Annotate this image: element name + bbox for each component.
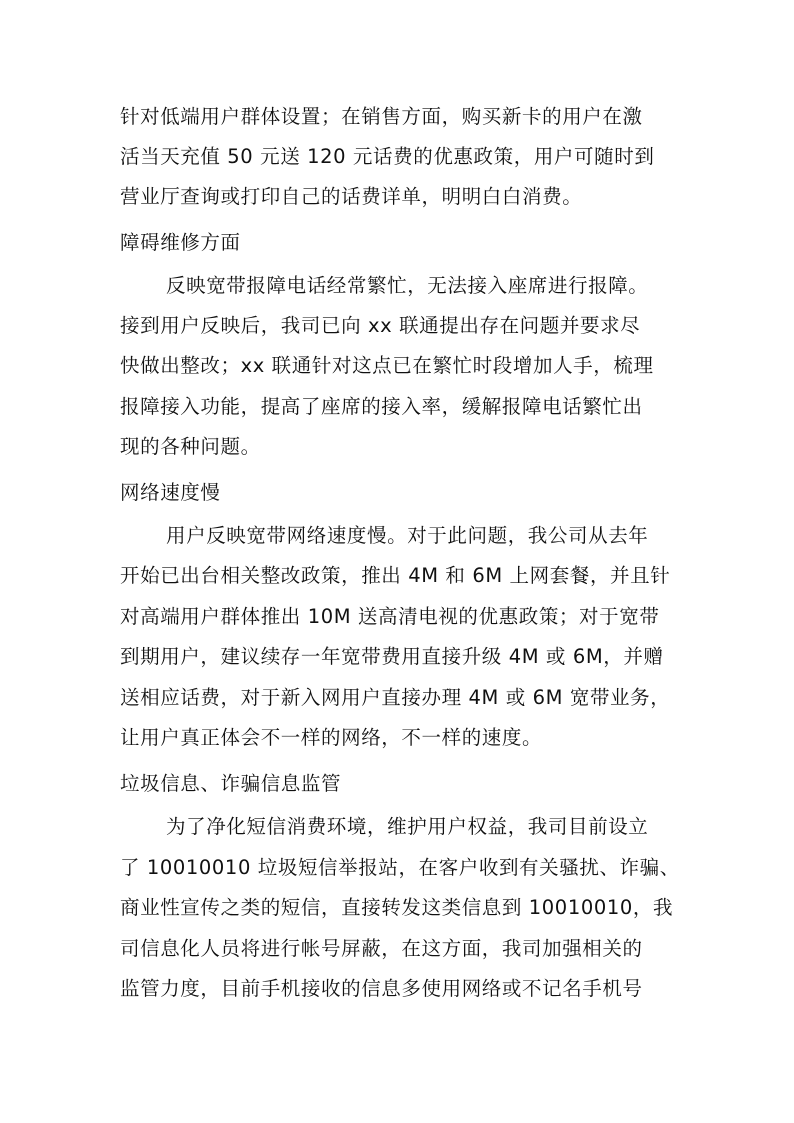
paragraph-line: 快做出整改；xx 联通针对这点已在繁忙时段增加人手，梳理 [120,354,654,377]
paragraph-line: 用户反映宽带网络速度慢。对于此问题，我公司从去年 [166,524,649,547]
paragraph-line: 活当天充值 50 元送 120 元话费的优惠政策，用户可随时到 [120,145,655,168]
paragraph-line: 监管力度，目前手机接收的信息多使用网络或不记名手机号 [120,977,643,1000]
paragraph-line: 送相应话费，对于新入网用户直接办理 4M 或 6M 宽带业务， [120,686,671,709]
paragraph-line: 到期用户，建议续存一年宽带费用直接升级 4M 或 6M，并赠 [120,645,664,668]
section-heading-network-speed: 网络速度慢 [120,481,221,504]
paragraph-line: 营业厅查询或打印自己的话费详单，明明白白消费。 [120,185,583,208]
section-heading-spam-fraud: 垃圾信息、诈骗信息监管 [120,772,342,795]
paragraph-line: 现的各种问题。 [120,435,261,458]
paragraph-line: 报障接入功能，提高了座席的接入率，缓解报障电话繁忙出 [120,395,643,418]
paragraph-line: 开始已出台相关整改政策，推出 4M 和 6M 上网套餐，并且针 [120,564,671,587]
paragraph-line: 让用户真正体会不一样的网络，不一样的速度。 [120,726,543,749]
paragraph-line: 司信息化人员将进行帐号屏蔽，在这方面，我司加强相关的 [120,937,643,960]
paragraph-line: 对高端用户群体推出 10M 送高清电视的优惠政策；对于宽带 [120,605,660,628]
paragraph-line: 商业性宣传之类的短信，直接转发这类信息到 10010010，我 [120,896,674,919]
paragraph-line: 为了净化短信消费环境，维护用户权益，我司目前设立 [166,815,649,838]
paragraph-line: 了 10010010 垃圾短信举报站，在客户收到有关骚扰、诈骗、 [120,856,680,879]
paragraph-line: 针对低端用户群体设置；在销售方面，购买新卡的用户在激 [120,105,643,128]
section-heading-repair: 障碍维修方面 [120,231,241,254]
paragraph-line: 反映宽带报障电话经常繁忙，无法接入座席进行报障。 [166,274,649,297]
paragraph-line: 接到用户反映后，我司已向 xx 联通提出存在问题并要求尽 [120,314,641,337]
